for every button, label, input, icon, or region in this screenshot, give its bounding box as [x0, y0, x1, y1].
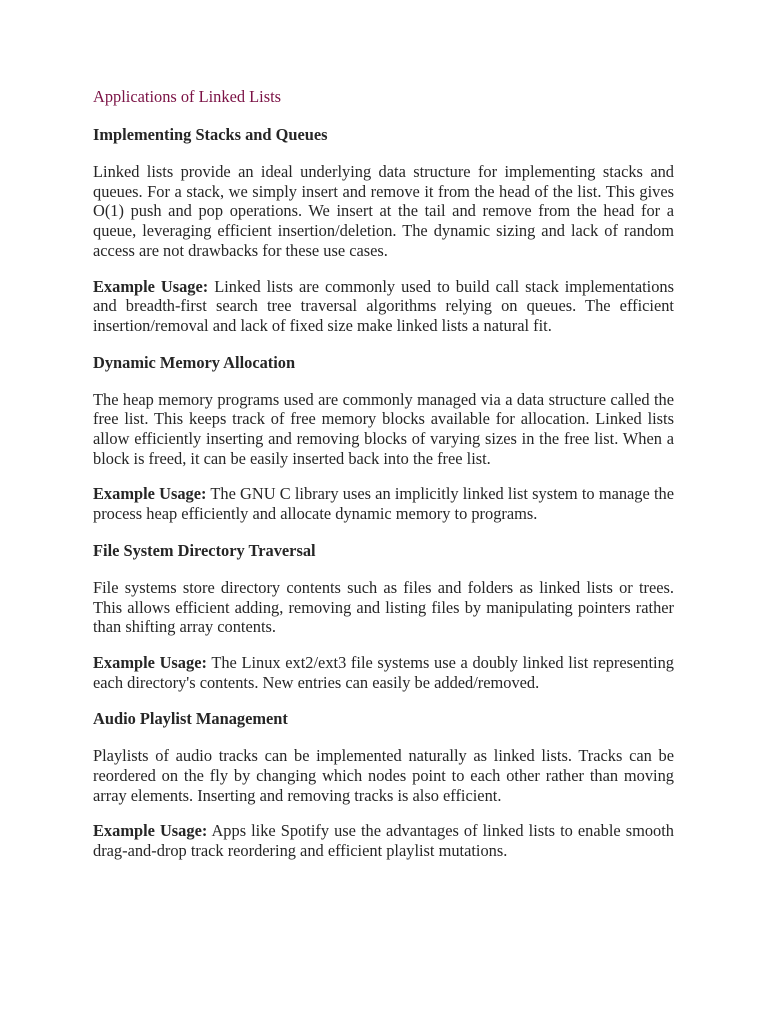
- example-paragraph: [93, 277, 674, 336]
- section-body: The heap memory programs used are commonly managed via a data structure called the free list. This keeps track of free memory blocks available for allocation. Linked lists allow efficiently inserting and removing blocks of varying sizes in the free list. When a block is freed, it can be easily inserted back into the free list.: [93, 389, 674, 468]
- section-heading: Audio Playlist Management: [93, 709, 288, 729]
- section-heading: Dynamic Memory Allocation: [93, 352, 296, 372]
- document-title: Applications of Linked Lists: [93, 87, 282, 106]
- section-body: Linked lists provide an ideal underlying data structure for implementing stacks and queues. For a stack, we simply insert and remove it from the head of the list. This gives O(1) push and pop operations. We insert at the tail and remove from the head for a queue, leveraging efficient insertion/deletion. The dynamic sizing and lack of random access are not drawbacks for these use cases.: [93, 162, 674, 260]
- example-paragraph: [93, 821, 674, 860]
- example-text: Apps like Spotify use the advantages of linked lists to enable smooth drag-and-drop track reordering and efficient playlist mutations.: [93, 821, 674, 861]
- example-label: Example Usage:: [93, 821, 208, 841]
- example-label: Example Usage:: [93, 652, 207, 672]
- example-paragraph: [93, 484, 674, 523]
- example-paragraph: [93, 653, 674, 692]
- example-text: Linked lists are commonly used to build call stack implementations and breadth-first search tree traversal algorithms relying on queues. The efficient insertion/removal and lack of fixed size make linked lists a natural fit.: [93, 276, 674, 335]
- section-audio-playlist: [93, 708, 674, 861]
- section-stacks-queues: [93, 124, 674, 336]
- example-label: Example Usage:: [93, 276, 209, 296]
- document-page: [93, 86, 674, 877]
- example-text: The Linux ext2/ext3 file systems use a doubly linked list representing each directory's contents. New entries can easily be added/removed.: [93, 652, 675, 692]
- example-label: Example Usage:: [93, 484, 207, 504]
- section-body: Playlists of audio tracks can be implemented naturally as linked lists. Tracks can be reordered on the fly by changing which nodes point to each other rather than moving array elements. Inserting and removing tracks is also efficient.: [93, 746, 674, 805]
- section-heading: File System Directory Traversal: [93, 540, 316, 560]
- section-dynamic-memory: [93, 352, 674, 524]
- section-heading: Implementing Stacks and Queues: [93, 125, 328, 144]
- section-file-system: [93, 540, 674, 693]
- section-body: File systems store directory contents such as files and folders as linked lists or trees. This allows efficient adding, removing and listing files by manipulating pointers rather than shifting array contents.: [93, 577, 674, 637]
- example-text: The GNU C library uses an implicitly linked list system to manage the process heap efficiently and allocate dynamic memory to programs.: [93, 484, 674, 524]
